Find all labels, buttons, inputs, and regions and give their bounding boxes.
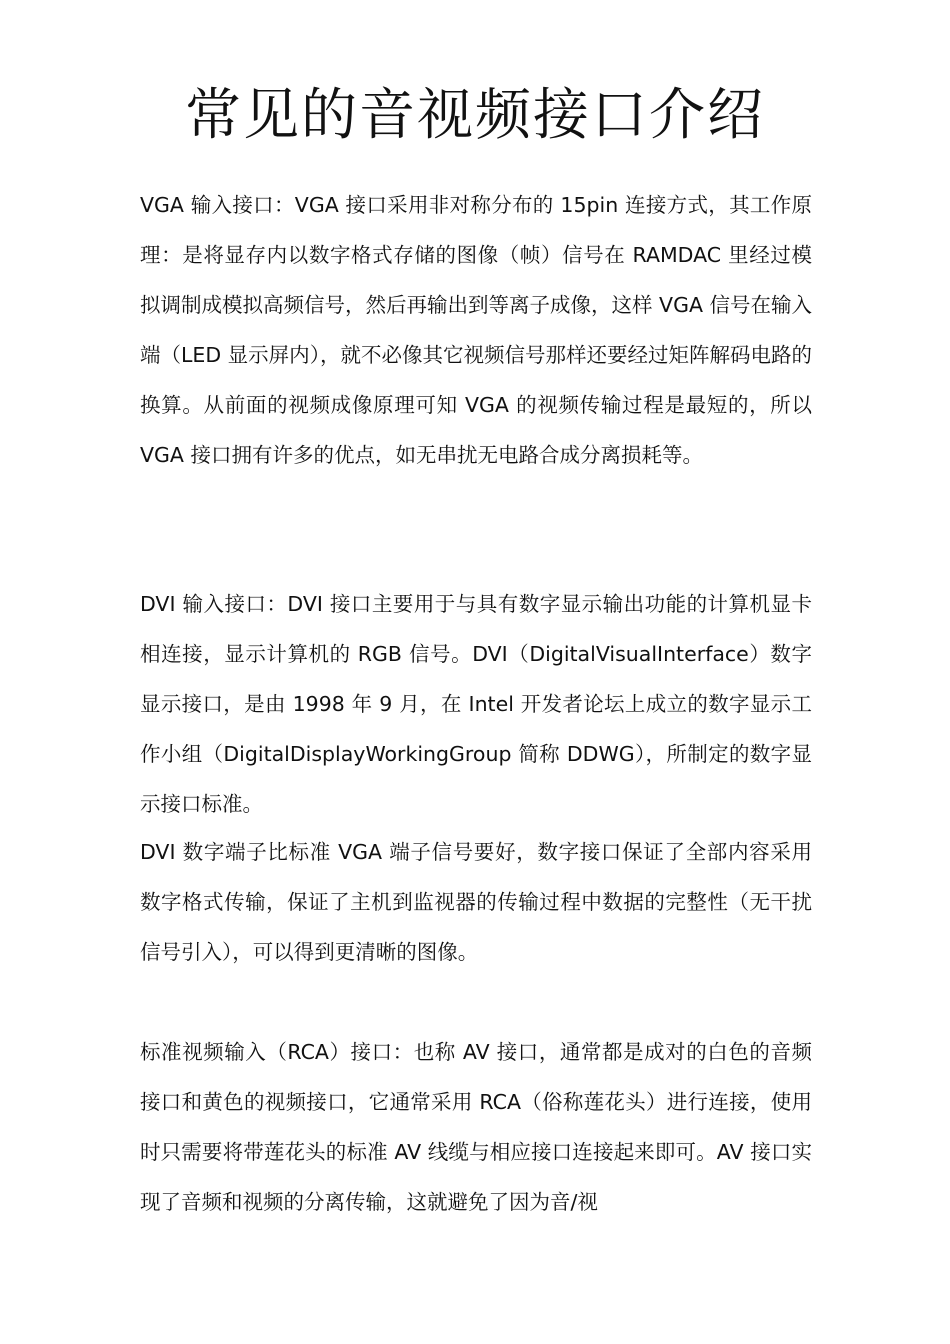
document-title: 常见的音视频接口介绍 [185,83,765,148]
paragraph-dvi-advantages: DVI 数字端子比标准 VGA 端子信号要好，数字接口保证了全部内容采用数字格式传输，保证了主机到监视器的传输过程中数据的完整性（无干扰信号引入），可以得到更清晰的图像。 [140,840,812,964]
paragraph-vga-interface: VGA 输入接口：VGA 接口采用非对称分布的 15pin 连接方式，其工作原理：是将显存内以数字格式存储的图像（帧）信号在 RAMDAC 里经过模拟调制成模拟高频信号，然后再输出到等离子成像，这样 VGA 信号在输入端（LED 显示屏内），就不必像其它视频信号那样还要经过矩阵解码电路的换算。从前面的视频成像原理可知 VGA 的视频传输过程是最短的，所以 VGA 接口拥有许多的优点，如无串扰无电路合成分离损耗等。 [140,193,812,467]
paragraph-rca-interface: 标准视频输入（RCA）接口：也称 AV 接口，通常都是成对的白色的音频接口和黄色的视频接口，它通常采用 RCA（俗称莲花头）进行连接，使用时只需要将带莲花头的标准 AV 线缆与相应接口连接起来即可。AV 接口实现了音频和视频的分离传输，这就避免了因为音/视 [140,1040,812,1214]
paragraph-dvi-interface: DVI 输入接口：DVI 接口主要用于与具有数字显示输出功能的计算机显卡相连接，显示计算机的 RGB 信号。DVI（DigitalVisualInterface）数字显示接口，是由 1998 年 9 月，在 Intel 开发者论坛上成立的数字显示工作小组（DigitalDisplayWorkingGroup 简称 DDWG），所制定的数字显示接口标准。 [140,592,812,816]
